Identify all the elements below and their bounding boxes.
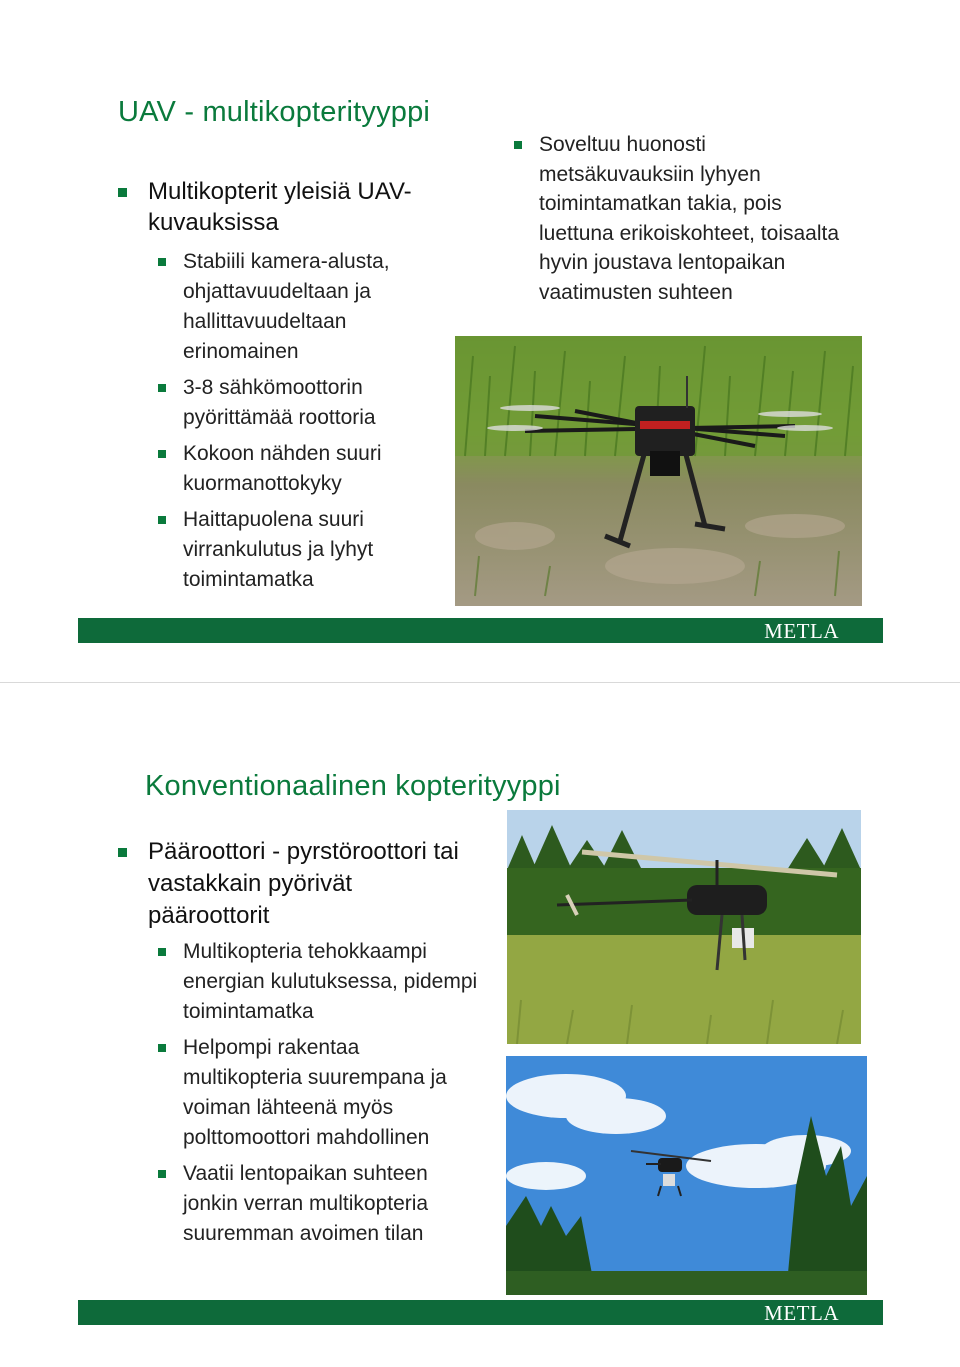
list-item (539, 130, 849, 307)
footer-bar (78, 1300, 883, 1325)
list-item (183, 247, 443, 367)
left-bullet-list (148, 176, 448, 238)
bullet-square-icon (514, 141, 522, 149)
slide-divider (0, 682, 960, 683)
list-item (183, 1033, 483, 1153)
main-bullet-list (148, 836, 478, 932)
bullet-text: Pääroottori - pyrstöroottori tai vastakkain pyörivät pääroottorit (148, 838, 459, 929)
bullet-text: Multikopterit yleisiä UAV-kuvauksissa (148, 178, 412, 236)
list-item (183, 373, 443, 433)
slide-multicopter (0, 0, 960, 682)
bullet-square-icon (158, 1170, 166, 1178)
bullet-text: Soveltuu huonosti metsäkuvauksiin lyhyen toimintamatkan takia, pois luettuna erikoiskohteet, toisaalta hyvin joustava lentopaikan vaatimusten suhteen (539, 133, 840, 304)
list-item (183, 1159, 483, 1249)
multicopter-photo (455, 336, 862, 606)
bullet-text: Stabiili kamera-alusta, ohjattavuudeltaan ja hallittavuudeltaan erinomainen (183, 250, 390, 363)
footer-bar (78, 618, 883, 643)
bullet-square-icon (158, 258, 166, 266)
bullet-square-icon (158, 948, 166, 956)
helicopter-sky-photo (506, 1056, 867, 1295)
sub-bullet-list (183, 937, 483, 1255)
list-item (148, 176, 448, 238)
list-item (183, 937, 483, 1027)
bullet-text: 3-8 sähkömoottorin pyörittämää roottoria (183, 376, 376, 429)
helicopter-ground-photo (507, 810, 861, 1044)
slide-title: UAV - multikopterityyppi (118, 96, 431, 128)
bullet-text: Vaatii lentopaikan suhteen jonkin verran multikopteria suuremman avoimen tilan (183, 1162, 429, 1245)
bullet-text: Kokoon nähden suuri kuormanottokyky (183, 442, 382, 495)
slide-title: Konventionaalinen kopterityyppi (145, 770, 561, 802)
bullet-text: Helpompi rakentaa multikopteria suurempana ja voiman lähteenä myös polttomoottori mahdollinen (183, 1036, 447, 1149)
bullet-square-icon (118, 188, 127, 197)
list-item (183, 439, 443, 499)
bullet-square-icon (158, 1044, 166, 1052)
bullet-text: Haittapuolena suuri virrankulutus ja lyhyt toimintamatka (183, 508, 374, 591)
metla-logo: METLA (764, 1301, 839, 1325)
bullet-square-icon (158, 516, 166, 524)
right-bullet-list (539, 130, 849, 313)
metla-logo: METLA (764, 619, 839, 643)
bullet-text: Multikopteria tehokkaampi energian kulutuksessa, pidempi toimintamatka (183, 940, 478, 1023)
list-item (148, 836, 478, 932)
slide-conventional-copter (0, 684, 960, 1367)
bullet-square-icon (158, 384, 166, 392)
bullet-square-icon (158, 450, 166, 458)
list-item (183, 505, 443, 595)
sub-bullet-list (183, 247, 443, 601)
bullet-square-icon (118, 848, 127, 857)
